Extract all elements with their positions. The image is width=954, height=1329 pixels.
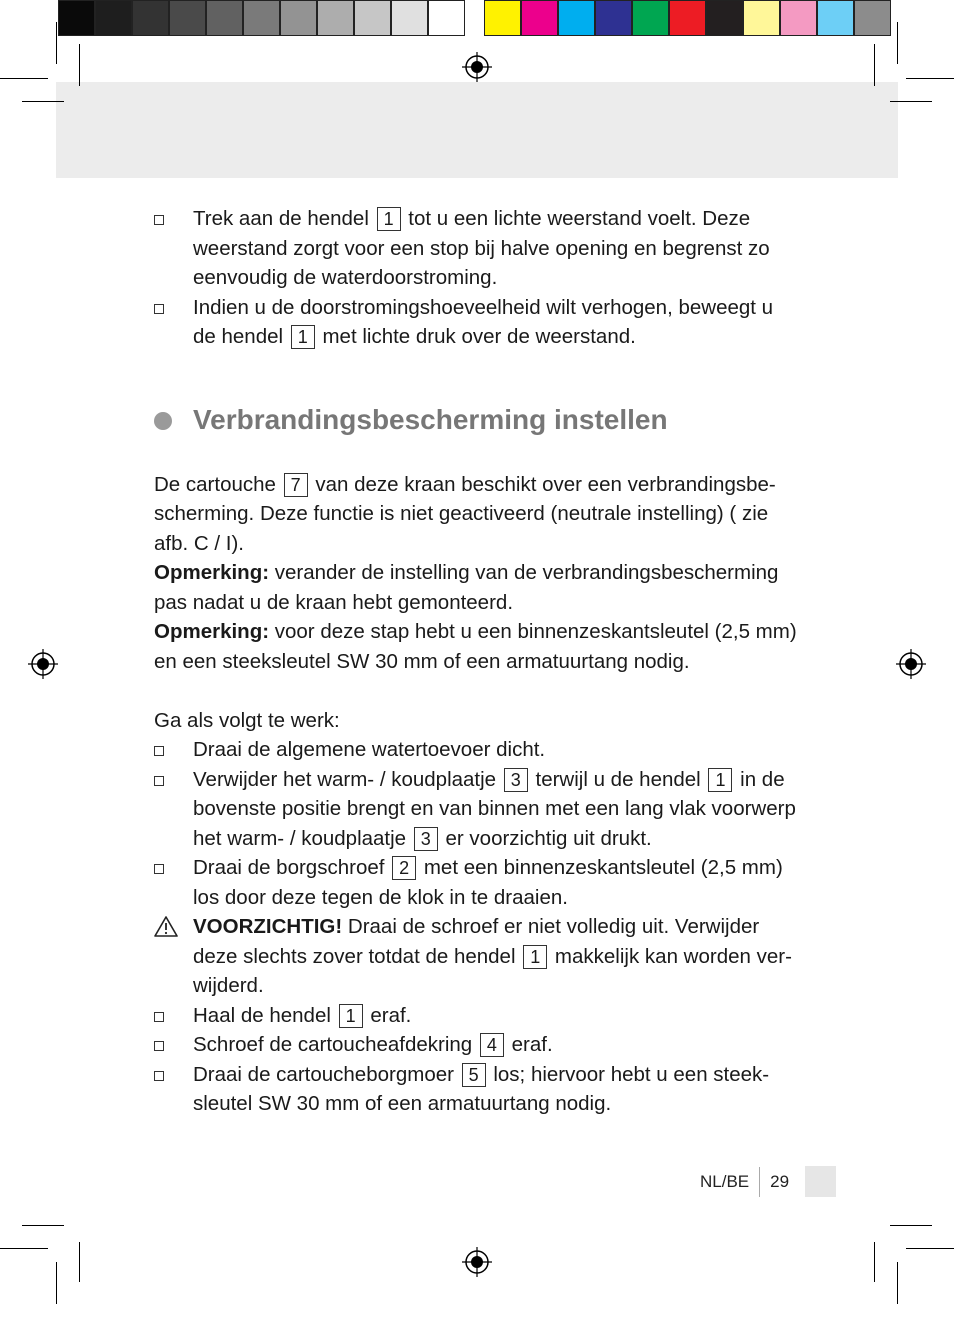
warning-triangle-icon bbox=[154, 916, 178, 937]
crop-mark bbox=[79, 1242, 80, 1282]
crop-mark bbox=[890, 1225, 932, 1226]
crop-mark bbox=[0, 78, 48, 79]
list-item bbox=[154, 735, 799, 765]
note-paragraph bbox=[154, 617, 799, 676]
item-text: Draai de algemene watertoevoer dicht. bbox=[193, 738, 546, 761]
color-swatch bbox=[428, 0, 465, 36]
color-swatch bbox=[132, 0, 169, 36]
checkbox-bullet-icon bbox=[154, 746, 164, 756]
color-swatch bbox=[780, 0, 817, 36]
checkbox-bullet-icon bbox=[154, 215, 164, 225]
steps-list bbox=[154, 735, 799, 912]
crop-mark bbox=[56, 1262, 57, 1304]
section-heading bbox=[154, 400, 799, 440]
checkbox-bullet-icon bbox=[154, 1041, 164, 1051]
part-number: 1 bbox=[339, 1004, 363, 1028]
item-text: eraf. bbox=[364, 1003, 412, 1027]
item-text: Haal de hendel bbox=[193, 1003, 337, 1027]
part-number: 1 bbox=[523, 945, 547, 969]
section-heading-text: Verbrandingsbescherming instellen bbox=[193, 403, 668, 435]
color-calibration-bar bbox=[484, 0, 891, 38]
intro-paragraph bbox=[154, 470, 799, 559]
part-number: 1 bbox=[708, 768, 732, 792]
checkbox-bullet-icon bbox=[154, 1071, 164, 1081]
note-label: Opmerking: bbox=[154, 561, 270, 584]
note-text: verander de instelling van de verbrandingsbescherming pas nadat u de kraan hebt gemonteerd. bbox=[154, 561, 779, 614]
registration-mark-icon bbox=[462, 1247, 492, 1277]
note-text: voor deze stap hebt u een binnenzeskantsleutel (2,5 mm) en een steeksleutel SW 30 mm of een armatuurtang nodig. bbox=[154, 620, 797, 673]
item-text: Verwijder het warm- / koudplaatje bbox=[193, 767, 502, 791]
item-text: makkelijk kan worden verwijderd. bbox=[193, 944, 792, 997]
registration-mark-icon bbox=[28, 649, 58, 679]
part-number: 1 bbox=[377, 207, 401, 231]
item-text: Indien u de doorstromingshoeveelheid wilt verhogen, beweegt u de hendel bbox=[193, 295, 774, 348]
item-text: Draai de schroef er niet volledig uit. Verwijder deze slechts zover totdat de hendel bbox=[193, 915, 760, 968]
item-text: Draai de cartoucheborgmoer bbox=[193, 1062, 460, 1086]
color-swatch bbox=[558, 0, 595, 36]
checkbox-bullet-icon bbox=[154, 1012, 164, 1022]
para-text: De cartouche bbox=[154, 472, 282, 496]
list-item bbox=[154, 765, 799, 854]
page-content bbox=[154, 204, 799, 1119]
steps-list-continued bbox=[154, 1001, 799, 1119]
note-label: Opmerking: bbox=[154, 620, 270, 643]
crop-mark bbox=[890, 101, 932, 102]
grey-calibration-bar bbox=[58, 0, 465, 38]
color-swatch bbox=[58, 0, 95, 36]
item-text: los; hiervoor hebt u een steeksleutel SW 30 mm of een armatuurtang nodig. bbox=[193, 1062, 770, 1115]
para-text: van deze kraan beschikt over een verbrandingsbescherming. Deze functie is niet geactiveerd (neutrale instelling) ( zie afb. C / I). bbox=[154, 472, 776, 555]
color-swatch bbox=[854, 0, 891, 36]
item-text: Draai de borgschroef bbox=[193, 856, 391, 879]
item-text: eraf. bbox=[505, 1033, 553, 1056]
crop-mark bbox=[874, 44, 875, 86]
item-text: in de bovenste positie brengt en van binnen met een lang vlak voorwerp het warm- / koudplaatje bbox=[193, 767, 796, 850]
crop-mark bbox=[22, 1225, 64, 1226]
crop-mark bbox=[79, 44, 80, 86]
color-swatch bbox=[817, 0, 854, 36]
color-swatch bbox=[206, 0, 243, 36]
checkbox-bullet-icon bbox=[154, 304, 164, 314]
list-item bbox=[154, 204, 799, 293]
color-swatch bbox=[669, 0, 706, 36]
list-item bbox=[154, 293, 799, 352]
checkbox-bullet-icon bbox=[154, 864, 164, 874]
part-number: 7 bbox=[284, 473, 308, 497]
crop-mark bbox=[0, 1248, 48, 1249]
crop-mark bbox=[906, 78, 954, 79]
item-text: Schroef de cartoucheafdekring bbox=[193, 1033, 478, 1056]
item-text: met een binnenzeskantsleutel (2,5 mm) los door deze tegen de klok in te draaien. bbox=[193, 856, 783, 909]
list-item bbox=[154, 853, 799, 912]
color-swatch bbox=[706, 0, 743, 36]
registration-mark-icon bbox=[462, 52, 492, 82]
item-text: Trek aan de hendel bbox=[193, 207, 375, 230]
color-swatch bbox=[95, 0, 132, 36]
color-swatch bbox=[595, 0, 632, 36]
page-number: 29 bbox=[770, 1171, 790, 1191]
header-band bbox=[56, 82, 898, 178]
crop-mark bbox=[56, 22, 57, 64]
item-text: tot u een lichte weerstand voelt. Deze weerstand zorgt voor een stop bij halve opening en begrenst zo eenvoudig de waterdoorstroming. bbox=[193, 207, 770, 289]
language-code: NL/BE bbox=[700, 1171, 750, 1191]
heading-bullet-icon bbox=[154, 412, 172, 430]
intro-list bbox=[154, 204, 799, 352]
color-swatch bbox=[243, 0, 280, 36]
list-item bbox=[154, 1001, 799, 1031]
page-footer bbox=[700, 1166, 836, 1197]
crop-mark bbox=[22, 101, 64, 102]
color-swatch bbox=[317, 0, 354, 36]
page-tab bbox=[805, 1166, 836, 1197]
list-item bbox=[154, 1060, 799, 1119]
item-text: er voorzichtig uit drukt. bbox=[439, 826, 652, 850]
part-number: 3 bbox=[414, 827, 438, 851]
list-item bbox=[154, 1030, 799, 1060]
part-number: 5 bbox=[462, 1063, 486, 1087]
part-number: 4 bbox=[480, 1033, 504, 1057]
caution-note bbox=[154, 912, 799, 1001]
item-text: terwijl u de hendel bbox=[529, 767, 707, 791]
color-swatch bbox=[743, 0, 780, 36]
color-swatch bbox=[354, 0, 391, 36]
color-swatch bbox=[484, 0, 521, 36]
crop-mark bbox=[897, 1262, 898, 1304]
item-text: met lichte druk over de weerstand. bbox=[316, 325, 636, 348]
footer-divider bbox=[759, 1167, 760, 1197]
part-number: 3 bbox=[504, 768, 528, 792]
caution-label: VOORZICHTIG! bbox=[193, 915, 343, 938]
checkbox-bullet-icon bbox=[154, 776, 164, 786]
part-number: 1 bbox=[291, 325, 315, 349]
color-swatch bbox=[169, 0, 206, 36]
part-number: 2 bbox=[392, 856, 416, 880]
procedure-intro: Ga als volgt te werk: bbox=[154, 708, 340, 732]
color-swatch bbox=[521, 0, 558, 36]
color-swatch bbox=[280, 0, 317, 36]
crop-mark bbox=[897, 22, 898, 64]
registration-mark-icon bbox=[896, 649, 926, 679]
color-swatch bbox=[632, 0, 669, 36]
crop-mark bbox=[874, 1242, 875, 1282]
crop-mark bbox=[906, 1248, 954, 1249]
note-paragraph bbox=[154, 558, 799, 617]
color-swatch bbox=[391, 0, 428, 36]
